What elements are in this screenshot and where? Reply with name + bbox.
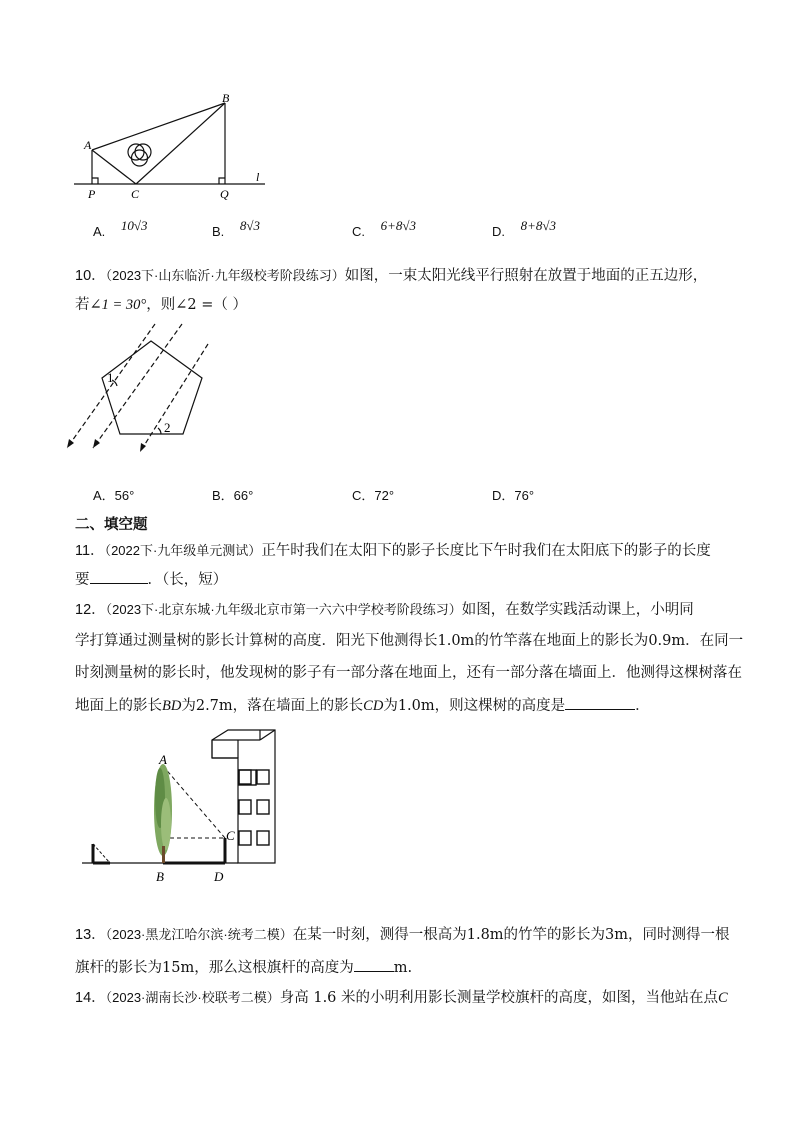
label-Q: Q	[220, 187, 229, 201]
q11-line-2: 要 ．（长，短）	[75, 569, 227, 590]
label-C: C	[226, 828, 235, 843]
ring-icon	[132, 150, 148, 166]
right-angle-Q	[219, 178, 225, 184]
q10-condition: ∠1 = 30°	[89, 297, 147, 313]
q10-line-1: 10．（2023下·山东临沂·九年级校考阶段练习）如图，一束太阳光线平行照射在放置于地面的正五边形，	[75, 268, 708, 284]
label-B: B	[156, 869, 164, 884]
label-A: A	[159, 752, 167, 767]
label-P: P	[88, 187, 96, 201]
arrowhead-icon	[67, 439, 74, 448]
label-l: l	[256, 170, 260, 184]
q12-line-3: 时刻测量树的影长时，他发现树的影子有一部分落在地面上，还有一部分落在墙面上．他测得这棵树落在	[75, 665, 742, 681]
q12-figure	[80, 728, 310, 888]
q10-line-2: 若∠1 = 30°，则∠2 =（ ）	[75, 297, 247, 313]
q10-option-d[interactable]: D．76°	[492, 488, 535, 503]
segment-AB	[92, 103, 225, 150]
ring-icon	[128, 144, 144, 160]
q12-line-2: 学打算通过测量树的影长计算树的高度．阳光下他测得长1.0m的竹竿落在地面上的影长为0.9m．在同一	[75, 633, 744, 649]
building	[212, 730, 275, 863]
q14-line-1: 14．（2023·湖南长沙·校联考二模）身高 1.6 米的小明利用影长测量学校旗杆的高度，如图，当他站在点C	[75, 990, 728, 1006]
q9-option-c[interactable]: C. 6+8√3	[352, 218, 417, 239]
arrowhead-icon	[93, 439, 100, 448]
q13-line-1: 13．（2023·黑龙江哈尔滨·统考二模）在某一时刻，测得一根高为1.8m的竹竿的影长为3m，同时测得一根	[75, 927, 730, 943]
angle-2-arc	[158, 428, 161, 434]
angle-1-label: 1	[107, 370, 114, 385]
label-C: C	[131, 187, 140, 201]
arrowhead-icon	[140, 443, 146, 452]
q11-line-1: 11．（2022下·九年级单元测试）正午时我们在太阳下的影子长度比下午时我们在太阳底下的影子的长度	[75, 543, 711, 559]
q10-option-b[interactable]: B．66°	[212, 488, 254, 503]
regular-pentagon	[102, 341, 202, 434]
q13-answer-blank[interactable]	[354, 957, 394, 972]
section-title: 二、填空题	[75, 517, 148, 533]
right-angle-P	[92, 178, 98, 184]
label-D: D	[214, 869, 224, 884]
q10-option-c[interactable]: C．72°	[352, 488, 395, 503]
sun-rays	[67, 324, 208, 452]
q12-line-4: 地面上的影长BD为2.7m，落在墙面上的影长CD为1.0m，则这棵树的高度是 ．	[75, 695, 650, 716]
angle-2-label: 2	[164, 420, 171, 435]
label-B: B	[222, 91, 230, 105]
ring-icon	[135, 144, 151, 160]
sun-ray	[163, 766, 225, 838]
q9-figure	[70, 90, 270, 205]
segment-BC	[136, 103, 225, 184]
q10-option-a[interactable]: A．56°	[93, 488, 135, 503]
q12-line-1: 12．（2023下·北京东城·九年级北京市第一六六中学校考阶段练习）如图，在数学实践活动课上，小明同	[75, 602, 694, 618]
tree-icon	[154, 764, 172, 863]
q9-option-d[interactable]: D. 8+8√3	[492, 218, 557, 239]
q13-line-2: 旗杆的影长为15m，那么这根旗杆的高度为 m.	[75, 957, 412, 978]
q12-answer-blank[interactable]	[565, 695, 635, 710]
q10-figure	[60, 322, 220, 457]
q9-option-b[interactable]: B. 8√3	[212, 218, 261, 239]
q9-option-a[interactable]: A. 10√3	[93, 218, 148, 239]
q11-answer-blank[interactable]	[90, 569, 148, 584]
label-A: A	[84, 138, 92, 152]
